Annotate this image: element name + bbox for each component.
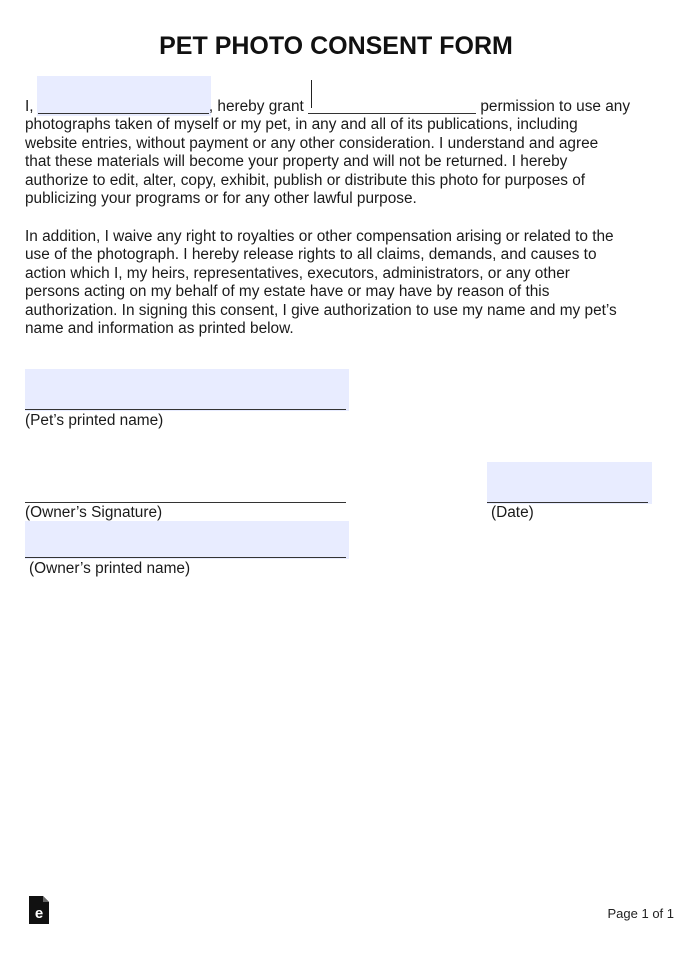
svg-text:e: e <box>34 905 44 922</box>
owner-signature-label: (Owner’s Signature) <box>25 504 163 521</box>
paragraph-line: publicizing your programs or for any other lawful purpose. <box>25 190 417 208</box>
paragraph-line: action which I, my heirs, representatives, executors, administrators, or any other <box>25 264 570 282</box>
paragraph-line: persons acting on my behalf of my estate have or may have by reason of this <box>25 283 550 301</box>
waiver-paragraph <box>25 228 650 338</box>
paragraph-line: authorize to edit, alter, copy, exhibit, publish or distribute this photo for purposes of <box>25 171 586 189</box>
owner-name-line <box>25 557 346 558</box>
paragraph-line: In addition, I waive any right to royalties or other compensation arising or related to the <box>25 228 614 245</box>
paragraph-line: name and information as printed below. <box>25 320 294 338</box>
owner-name-label: (Owner’s printed name) <box>29 560 191 577</box>
line1-prefix: I, <box>25 98 38 115</box>
paragraph-line: photographs taken of myself or my pet, in any and all of its publications, including <box>25 116 578 134</box>
page-number: Page 1 of 1 <box>607 906 674 921</box>
pet-name-line <box>25 409 346 410</box>
date-line <box>487 502 648 503</box>
pet-printed-name-field[interactable] <box>25 369 349 411</box>
paragraph-line: authorization. In signing this consent, I give authorization to use my name and my pet’s <box>25 301 617 319</box>
date-field[interactable] <box>487 462 652 504</box>
line1-middle: , hereby grant <box>208 98 309 115</box>
owner-printed-name-field[interactable] <box>25 521 349 559</box>
grantor-blank <box>38 98 209 116</box>
paragraph-line: that these materials will become your property and will not be returned. I hereby <box>25 153 568 171</box>
date-label: (Date) <box>491 504 534 521</box>
owner-signature-line <box>25 502 346 503</box>
pet-name-label: (Pet’s printed name) <box>25 412 164 429</box>
paragraph-line: website entries, without payment or any other consideration. I understand and agree <box>25 134 599 152</box>
grantee-name-field[interactable] <box>313 96 485 116</box>
eforms-logo-icon <box>29 896 49 924</box>
page-title: PET PHOTO CONSENT FORM <box>159 32 513 60</box>
line1-suffix: permission to use any <box>476 98 631 115</box>
paragraph-line: use of the photograph. I hereby release rights to all claims, demands, and causes to <box>25 246 597 264</box>
